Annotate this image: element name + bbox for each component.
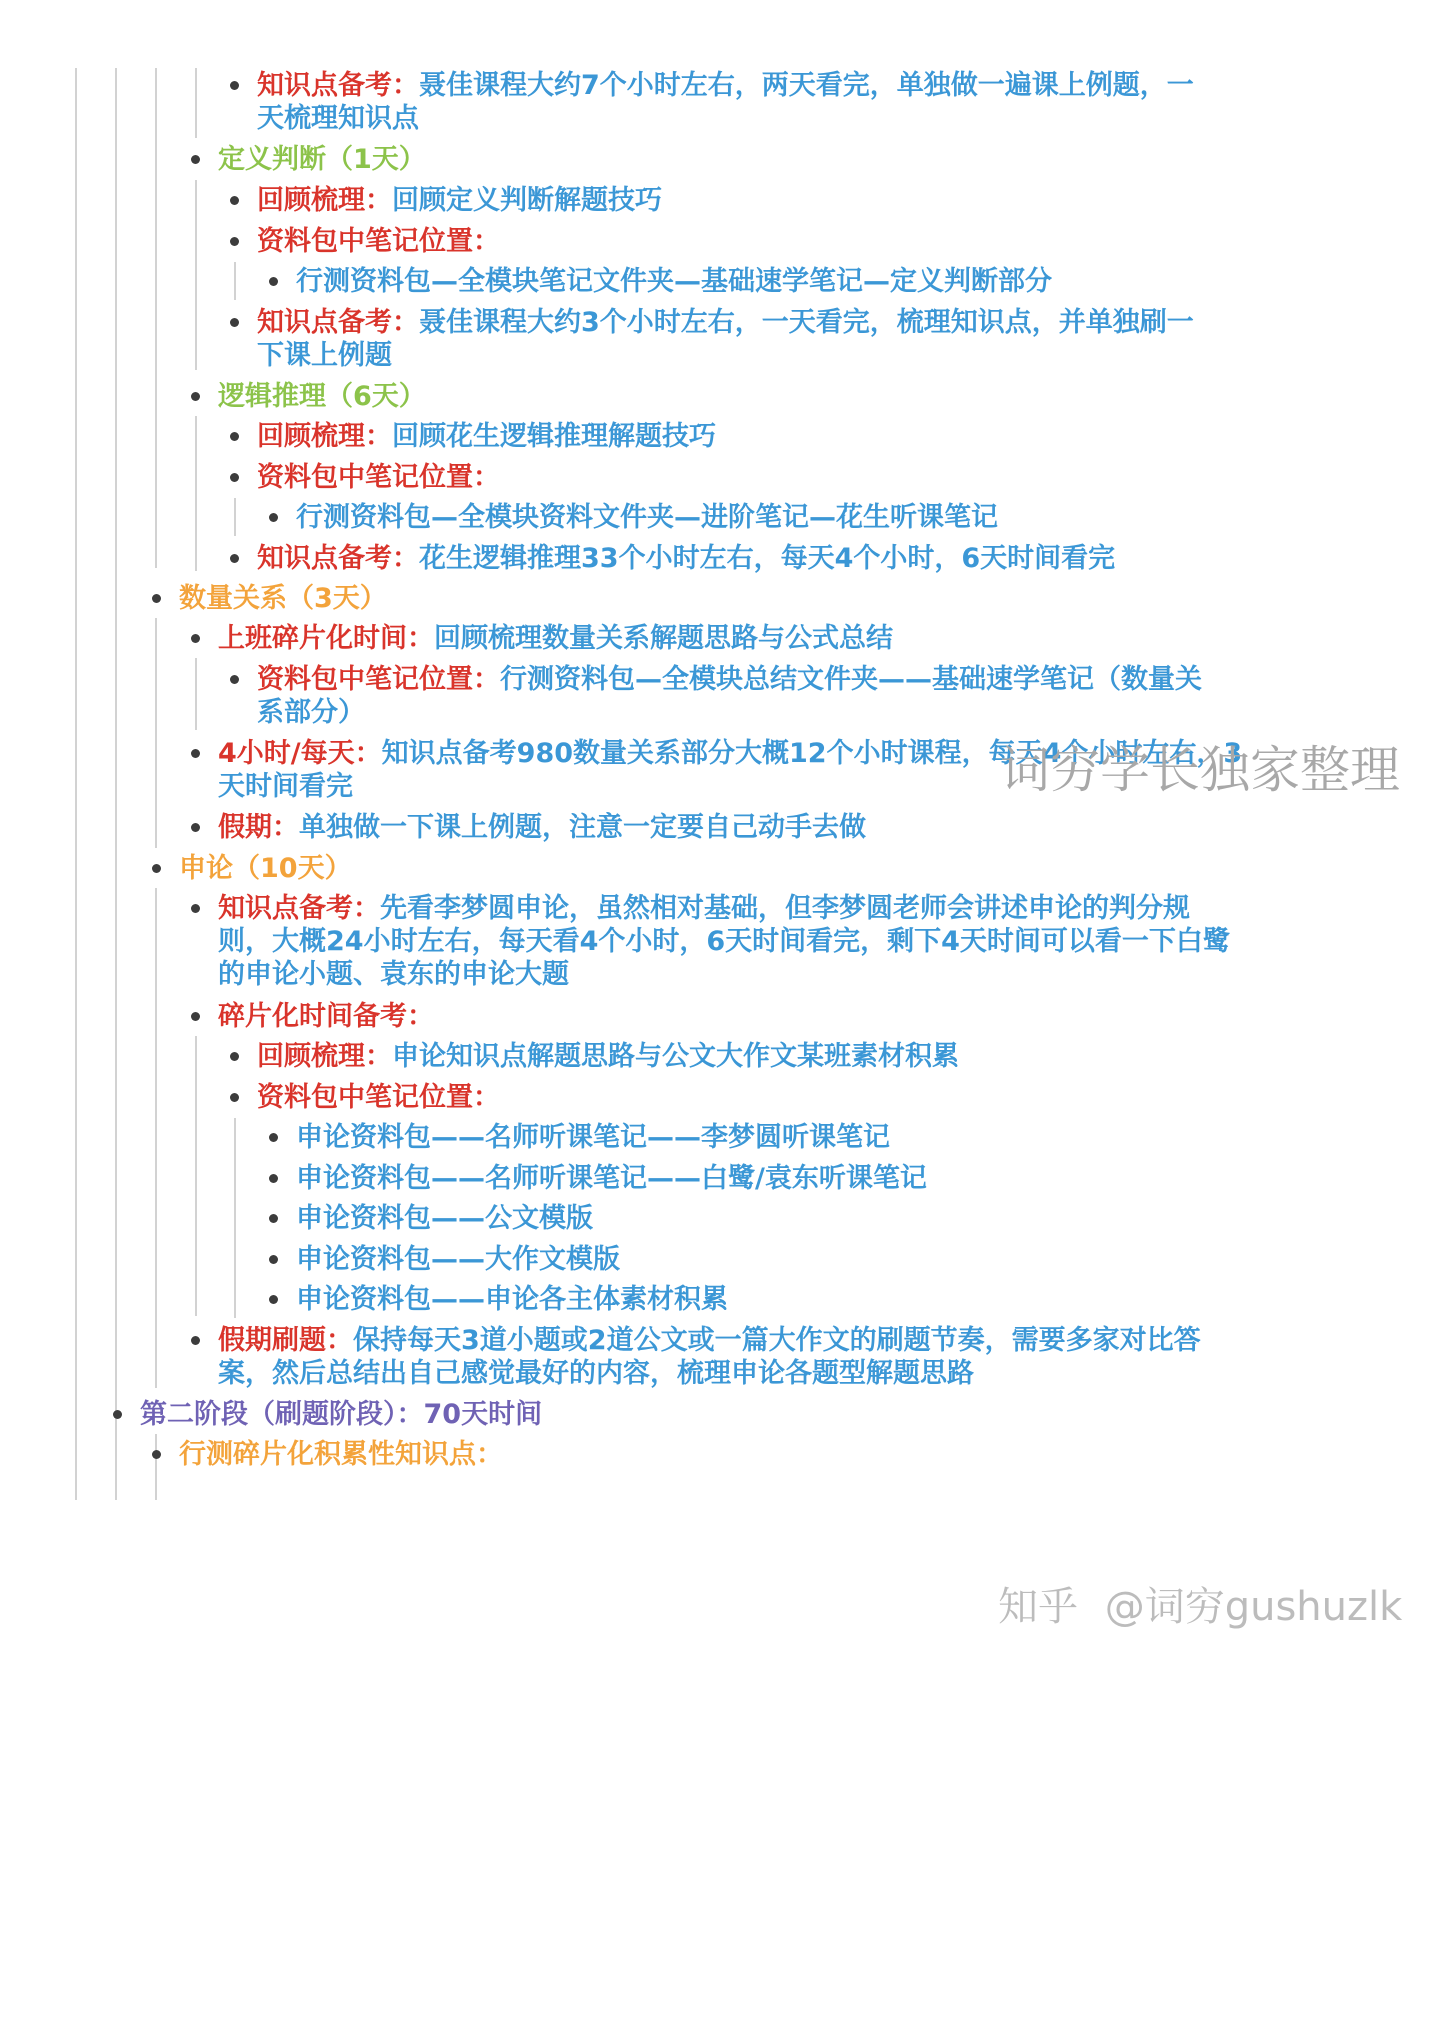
list-bullet xyxy=(269,1295,278,1304)
stage-duration: 70天时间 xyxy=(423,1399,543,1430)
item-label: 回顾梳理： xyxy=(257,185,392,216)
stage-label: 第二阶段（刷题阶段）： xyxy=(140,1399,424,1430)
list-bullet xyxy=(191,749,200,758)
item-label: 知识点备考： xyxy=(257,543,419,574)
section-heading-quantity: 数量关系（3天） xyxy=(179,583,387,614)
list-item: 资料包中笔记位置： xyxy=(257,462,500,493)
list-bullet xyxy=(230,318,239,327)
item-text: 回顾梳理数量关系解题思路与公式总结 xyxy=(434,623,893,654)
indent-guide-6 xyxy=(234,262,236,300)
list-item xyxy=(257,179,662,222)
list-bullet xyxy=(191,392,200,401)
list-bullet xyxy=(230,554,239,563)
list-item-continuation: 下课上例题 xyxy=(257,340,392,371)
list-item: 行测资料包—全模块笔记文件夹—基础速学笔记—定义判断部分 xyxy=(296,266,1052,297)
list-item-continuation: 天梳理知识点 xyxy=(257,103,419,134)
zhihu-handle: @词穷gushuzlk xyxy=(1104,1584,1403,1630)
item-text: 知识点备考980数量关系部分大概12个小时课程，每天4个小时左右，3 xyxy=(381,738,1243,769)
list-bullet xyxy=(191,904,200,913)
list-item: 申论资料包——公文模版 xyxy=(296,1203,593,1234)
indent-guide-12 xyxy=(195,1036,197,1316)
item-text: 回顾花生逻辑推理解题技巧 xyxy=(392,421,716,452)
item-label: 4小时/每天： xyxy=(218,738,382,769)
section-heading-logic: 逻辑推理（6天） xyxy=(218,381,426,412)
list-item-continuation: 系部分） xyxy=(257,697,365,728)
item-label: 知识点备考： xyxy=(257,307,419,338)
item-label: 假期刷题： xyxy=(218,1325,353,1356)
item-label: 资料包中笔记位置： xyxy=(257,664,500,695)
list-item xyxy=(218,806,866,849)
section-heading-essay: 申论（10天） xyxy=(179,853,352,884)
list-bullet xyxy=(269,277,278,286)
zhihu-logo: 知乎 xyxy=(998,1584,1078,1630)
stage-heading xyxy=(140,1393,542,1436)
item-text: 聂佳课程大约7个小时左右，两天看完，单独做一遍课上例题，一 xyxy=(419,70,1194,101)
list-bullet xyxy=(152,594,161,603)
list-bullet xyxy=(230,1052,239,1061)
list-bullet xyxy=(191,1012,200,1021)
list-item: 申论资料包——名师听课笔记——李梦圆听课笔记 xyxy=(296,1122,890,1153)
indent-guide-14 xyxy=(155,1434,157,1500)
watermark-text: 词穷学长独家整理 xyxy=(1000,741,1400,799)
item-label: 知识点备考： xyxy=(257,70,419,101)
list-bullet xyxy=(230,81,239,90)
item-text: 保持每天3道小题或2道公文或一篇大作文的刷题节奏，需要多家对比答 xyxy=(353,1325,1201,1356)
indent-guide-3 xyxy=(155,68,157,568)
item-label: 上班碎片化时间： xyxy=(218,623,434,654)
indent-guide-1 xyxy=(75,68,77,1500)
indent-guide-5 xyxy=(195,180,197,370)
item-text: 聂佳课程大约3个小时左右，一天看完，梳理知识点，并单独刷一 xyxy=(419,307,1194,338)
list-bullet xyxy=(230,473,239,482)
indent-guide-8 xyxy=(234,498,236,536)
list-item xyxy=(257,537,1115,580)
list-bullet xyxy=(230,237,239,246)
indent-guide-4 xyxy=(195,68,197,138)
list-bullet xyxy=(269,513,278,522)
list-item xyxy=(257,1035,959,1078)
list-item: 资料包中笔记位置： xyxy=(257,226,500,257)
section-heading-definition: 定义判断（1天） xyxy=(218,144,426,175)
item-label: 回顾梳理： xyxy=(257,1041,392,1072)
list-bullet xyxy=(269,1214,278,1223)
item-label: 假期： xyxy=(218,812,299,843)
item-text: 行测资料包—全模块总结文件夹——基础速学笔记（数量关 xyxy=(500,664,1202,695)
item-label: 知识点备考： xyxy=(218,893,380,924)
list-item xyxy=(257,301,1194,344)
list-item-continuation: 的申论小题、袁东的申论大题 xyxy=(218,959,569,990)
list-bullet xyxy=(269,1255,278,1264)
list-item-continuation: 则，大概24小时左右，每天看4个小时，6天时间看完，剩下4天时间可以看一下白鹭 xyxy=(218,926,1230,957)
list-item: 资料包中笔记位置： xyxy=(257,1082,500,1113)
indent-guide-10 xyxy=(195,658,197,730)
list-item: 申论资料包——名师听课笔记——白鹭/袁东听课笔记 xyxy=(296,1163,927,1194)
list-bullet xyxy=(152,1450,161,1459)
list-item: 申论资料包——大作文模版 xyxy=(296,1244,620,1275)
list-item-continuation: 天时间看完 xyxy=(218,771,353,802)
list-item xyxy=(257,658,1202,701)
list-bullet xyxy=(269,1174,278,1183)
item-text: 申论知识点解题思路与公文大作文某班素材积累 xyxy=(392,1041,959,1072)
list-bullet xyxy=(191,155,200,164)
item-label: 回顾梳理： xyxy=(257,421,392,452)
indent-guide-2 xyxy=(115,68,117,1500)
list-item xyxy=(218,617,893,660)
list-bullet xyxy=(191,634,200,643)
indent-guide-7 xyxy=(195,416,197,571)
section-heading-fragment: 行测碎片化积累性知识点： xyxy=(179,1439,503,1470)
list-bullet xyxy=(230,1093,239,1102)
indent-guide-11 xyxy=(155,888,157,1388)
zhihu-watermark xyxy=(998,1575,1402,1632)
list-bullet xyxy=(191,823,200,832)
list-bullet xyxy=(113,1410,122,1419)
indent-guide-9 xyxy=(155,618,157,848)
list-bullet xyxy=(152,864,161,873)
list-bullet xyxy=(269,1133,278,1142)
indent-guide-13 xyxy=(234,1118,236,1318)
list-item: 申论资料包——申论各主体素材积累 xyxy=(296,1284,728,1315)
list-bullet xyxy=(230,196,239,205)
item-text: 单独做一下课上例题，注意一定要自己动手去做 xyxy=(299,812,866,843)
list-item-continuation: 案，然后总结出自己感觉最好的内容，梳理申论各题型解题思路 xyxy=(218,1358,974,1389)
item-text: 花生逻辑推理33个小时左右，每天4个小时，6天时间看完 xyxy=(419,543,1116,574)
list-item xyxy=(257,415,716,458)
list-bullet xyxy=(191,1336,200,1345)
list-bullet xyxy=(230,675,239,684)
list-item: 碎片化时间备考： xyxy=(218,1001,434,1032)
item-text: 先看李梦圆申论，虽然相对基础，但李梦圆老师会讲述申论的判分规 xyxy=(380,893,1190,924)
list-item: 行测资料包—全模块资料文件夹—进阶笔记—花生听课笔记 xyxy=(296,502,998,533)
item-text: 回顾定义判断解题技巧 xyxy=(392,185,662,216)
list-bullet xyxy=(230,432,239,441)
